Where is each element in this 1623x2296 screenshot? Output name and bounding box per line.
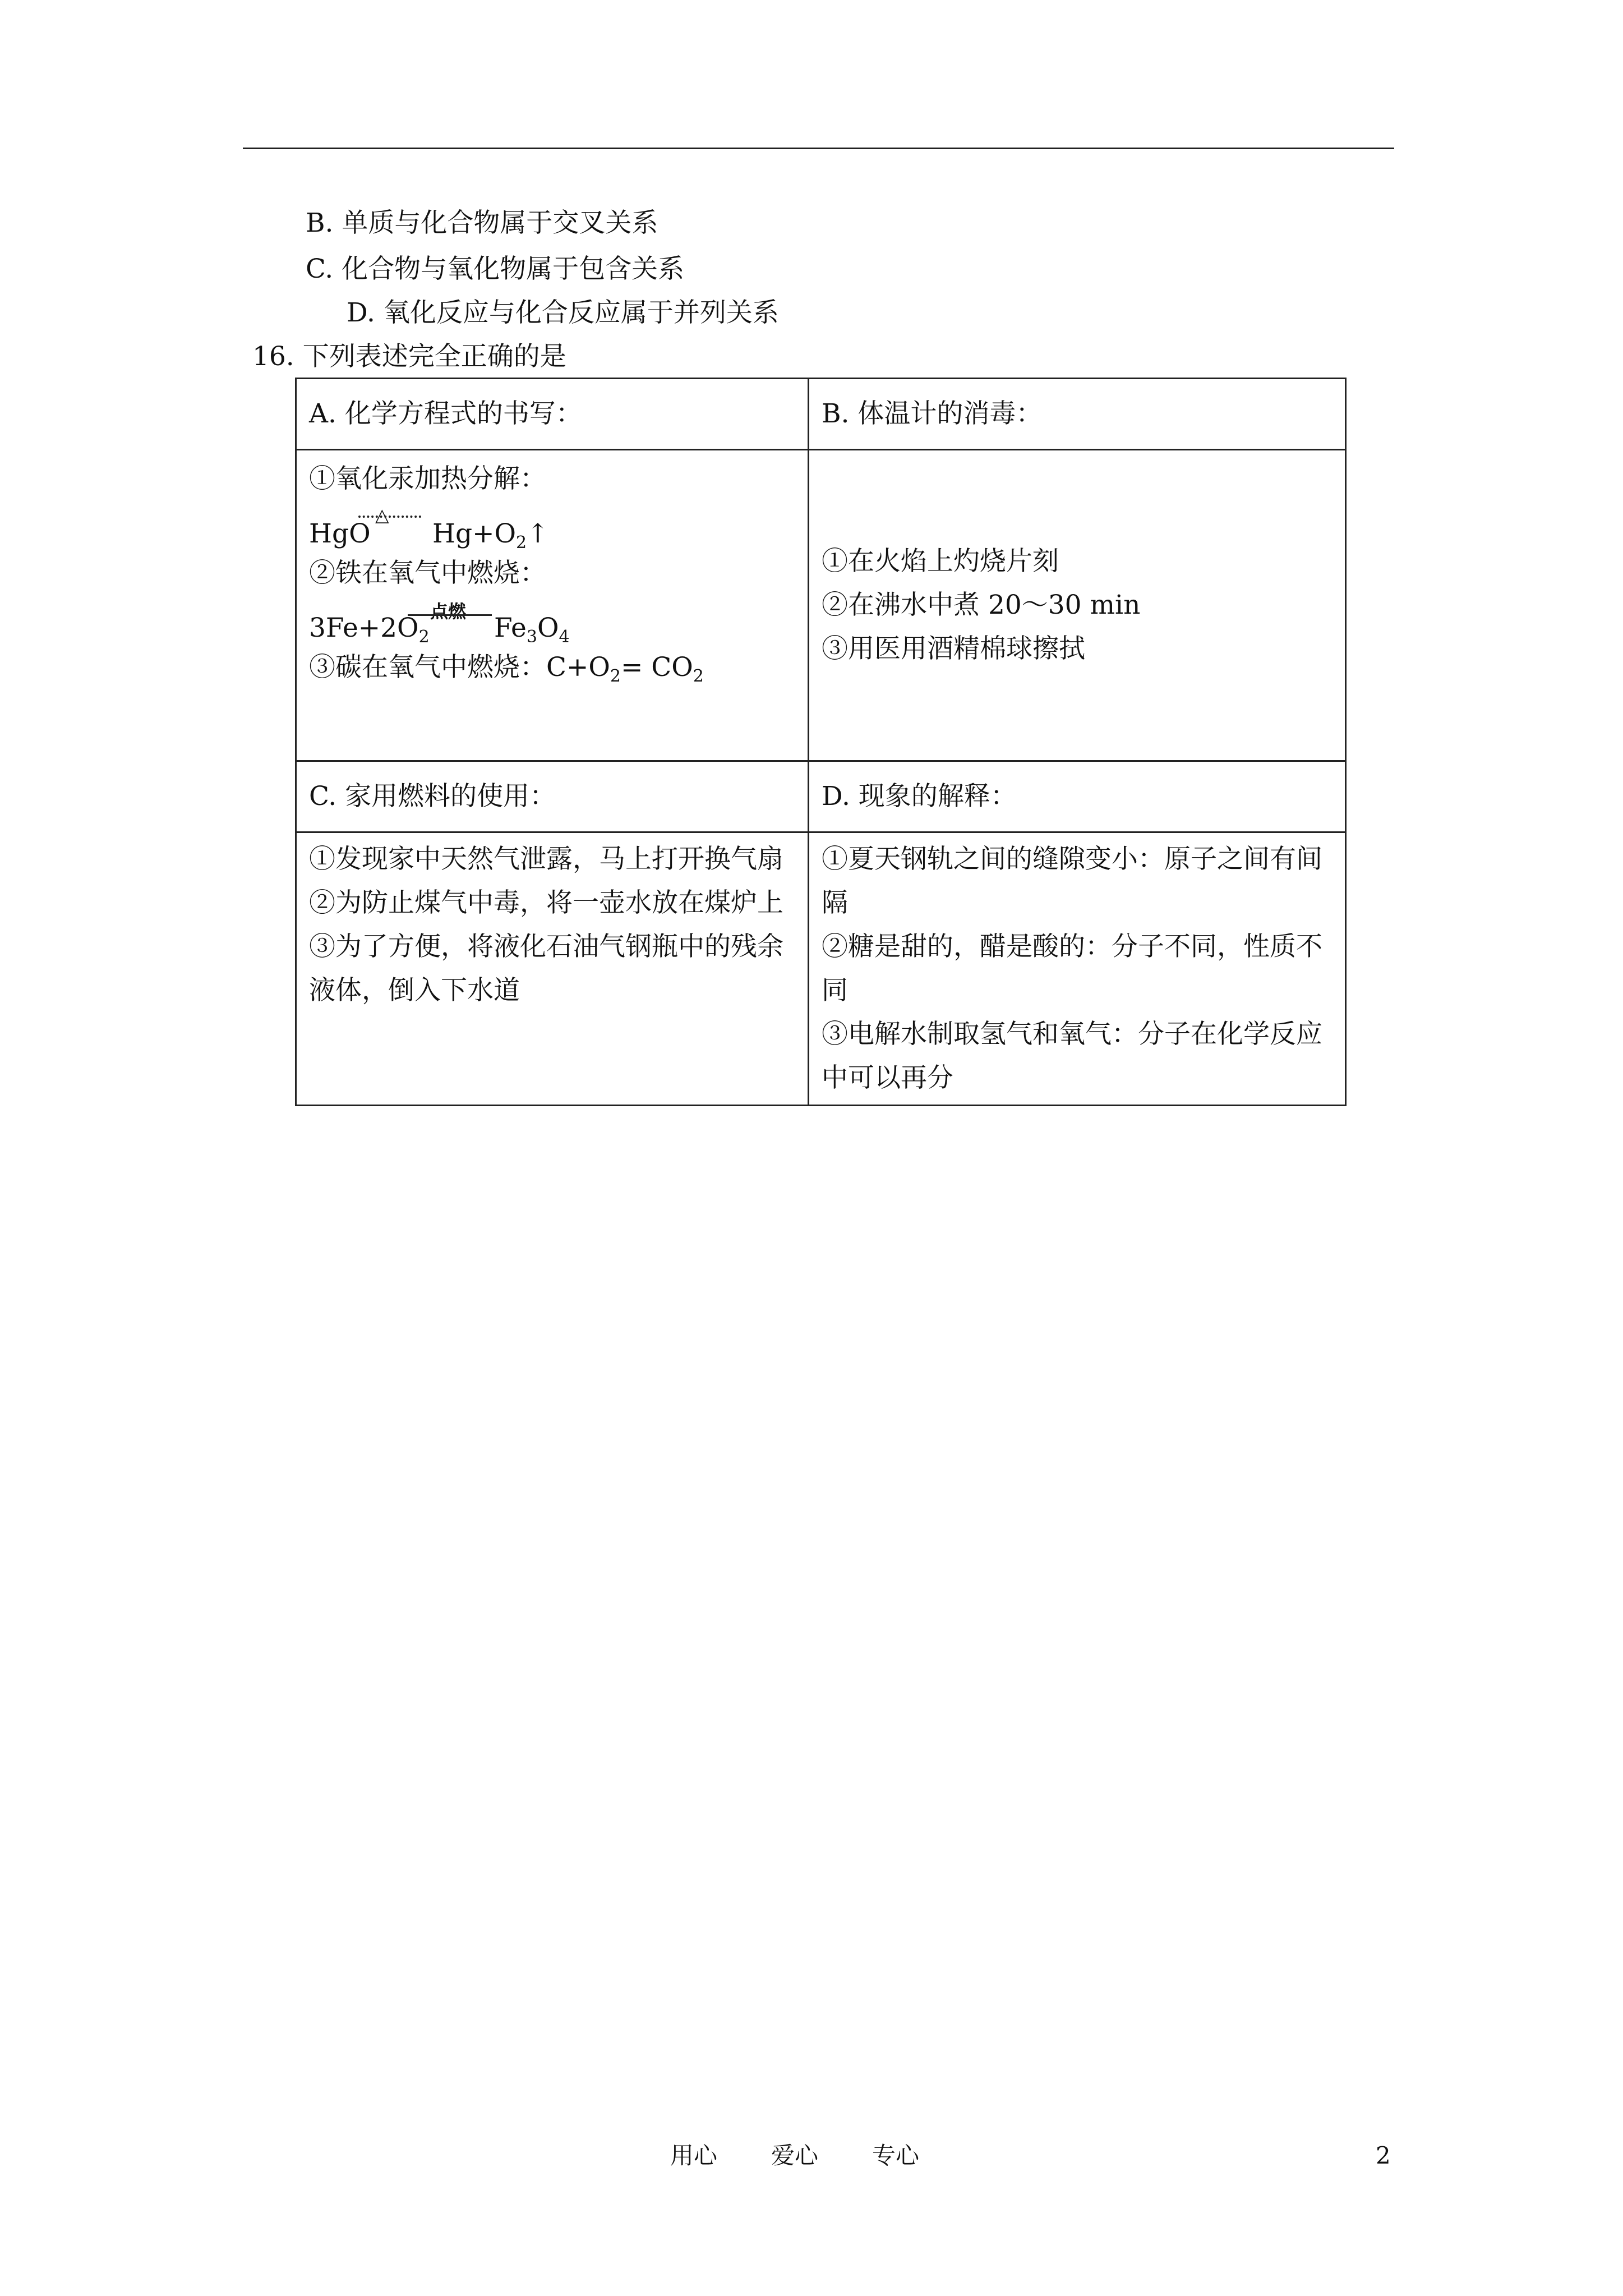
table-row [296,379,1346,450]
d-item-2: ②糖是甜的，醋是酸的：分子不同，性质不同 [822,931,1322,1006]
a-item-3-sub2: 2 [693,666,704,686]
eq2-right-text: Fe [494,613,527,643]
question-number: 16. [252,341,294,372]
eq1-right-sub: 2 [516,533,527,553]
cell-b-header: B. 体温计的消毒： [809,379,1346,450]
c-item-2: ②为防止煤气中毒，将一壶水放在煤炉上 [309,887,783,918]
a-item-1: ①氧化汞加热分解： [309,463,546,494]
table-row [296,832,1346,1106]
b-item-3: ③用医用酒精棉球擦拭 [822,633,1085,664]
eq1-right-text: Hg+O [432,518,516,549]
eq2-left-text: 3Fe+2O [309,613,419,643]
b-item-2: ②在沸水中煮 20～30 min [822,590,1141,620]
cell-c-body [296,832,809,1106]
eq2-right [494,606,570,659]
a-item-3-sub1: 2 [610,666,621,686]
condition-heat: △ [375,504,389,526]
footer-slogan-3: 专心 [872,2142,920,2169]
up-arrow-icon: ↑ [527,518,549,549]
c-item-3: ③为了方便，将液化石油气钢瓶中的残余液体，倒入下水道 [309,931,783,1006]
cell-d-body [809,832,1346,1106]
footer-slogan-1: 用心 [670,2142,718,2169]
answer-table [295,378,1347,1106]
cell-a-body [296,450,809,761]
cell-d-header: D. 现象的解释： [809,761,1346,832]
option-b: B. 单质与化合物属于交叉关系 [306,208,658,238]
table-row [296,761,1346,832]
eq2-right-sub1: 3 [526,627,537,647]
cell-a-header: A. 化学方程式的书写： [296,379,809,450]
condition-ignite: 点燃 [430,601,467,622]
d-item-1: ①夏天钢轨之间的缝隙变小：原子之间有间隔 [822,844,1322,918]
cell-b-body [809,450,1346,761]
cell-c-header: C. 家用燃料的使用： [296,761,809,832]
table-row [296,450,1346,761]
footer-slogan-2: 爱心 [771,2142,819,2169]
eq1-left: HgO [309,518,371,549]
question-16 [252,340,566,374]
a-item-2: ②铁在氧气中燃烧： [309,558,546,588]
eq2-right-sub2: 4 [559,627,570,647]
option-c: C. 化合物与氧化物属于包含关系 [306,254,685,284]
a-item-3-text: ③碳在氧气中燃烧：C+O [309,652,610,683]
option-d: D. 氧化反应与化合反应属于并列关系 [347,297,779,328]
eq2-left-sub: 2 [418,627,430,647]
page-number: 2 [1376,2142,1391,2169]
eq2-right-text-b: O [537,613,559,643]
equation-1 [309,501,795,551]
equation-2 [309,595,795,646]
eq2-left [309,606,430,659]
header-rule [243,148,1394,149]
c-item-1: ①发现家中天然气泄露，马上打开换气扇 [309,844,783,875]
eq1-right [432,512,548,565]
a-item-3-mid: = CO [620,652,693,683]
b-item-1: ①在火焰上灼烧片刻 [822,546,1059,577]
d-item-3: ③电解水制取氢气和氧气：分子在化学反应中可以再分 [822,1019,1322,1093]
question-text: 下列表述完全正确的是 [302,341,566,372]
